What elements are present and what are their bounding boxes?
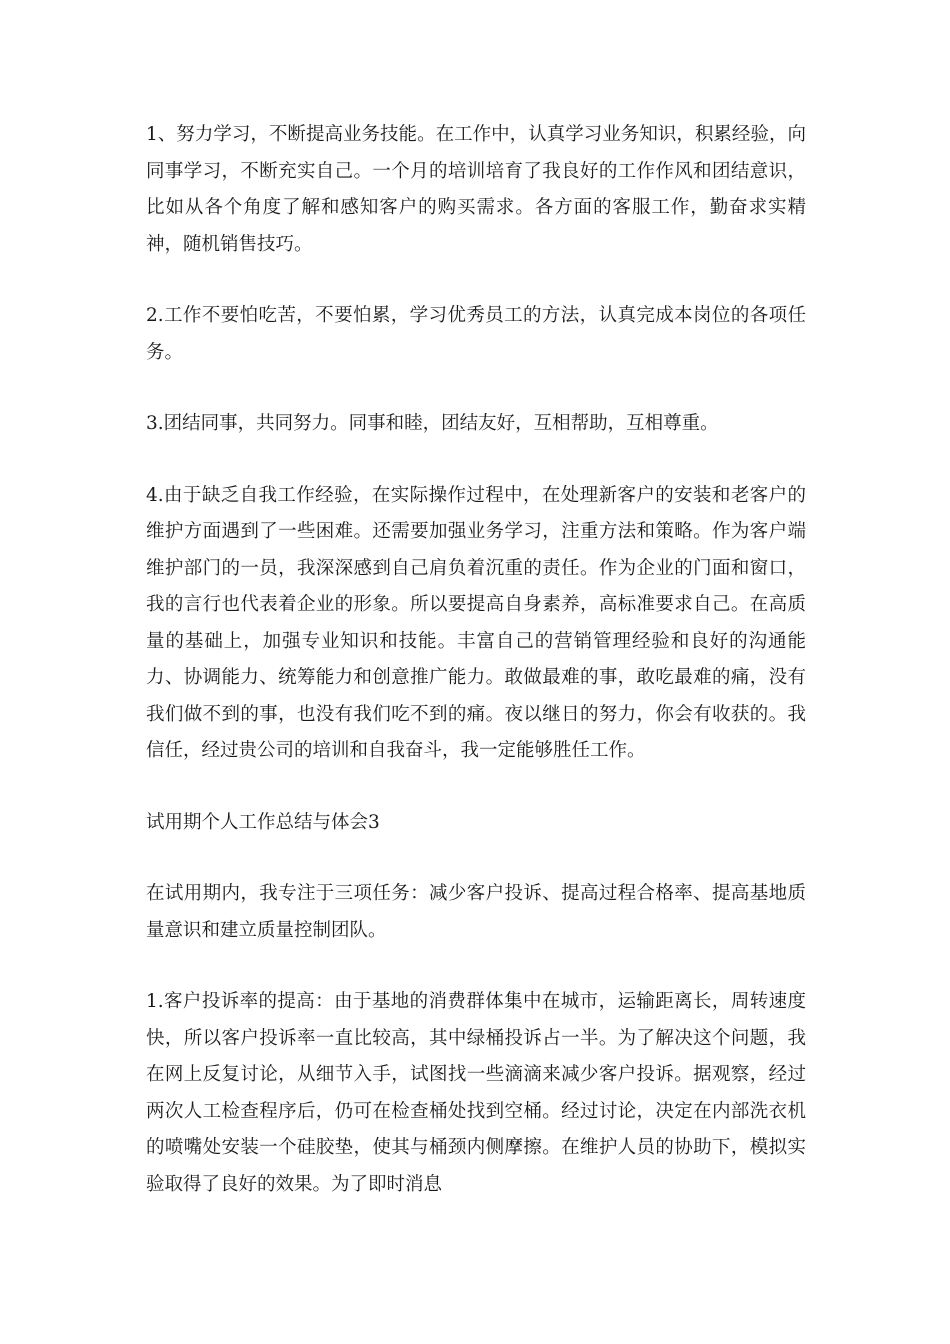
section-title: 试用期个人工作总结与体会3 (146, 811, 380, 833)
paragraph-3: 3.团结同事，共同努力。同事和睦，团结友好，互相帮助，互相尊重。 (146, 413, 719, 434)
paragraph-1: 1、努力学习，不断提高业务技能。在工作中，认真学习业务知识，积累经验，向同事学习，不断充实自己。一个月的培训培育了我良好的工作作风和团结意识，比如从各个角度了解和感知客户的购买需求。各方面的客服工作，勤奋求实精神，随机销售技巧。 (146, 124, 806, 255)
intro-paragraph: 在试用期内，我专注于三项任务：减少客户投诉、提高过程合格率、提高基地质量意识和建立质量控制团队。 (146, 883, 806, 941)
paragraph-4: 4.由于缺乏自我工作经验，在实际操作过程中，在处理新客户的安装和老客户的维护方面遇到了一些困难。还需要加强业务学习，注重方法和策略。作为客户端维护部门的一员，我深深感到自己肩负着沉重的责任。作为企业的门面和窗口，我的言行也代表着企业的形象。所以要提高自身素养，高标准要求自己。在高质量的基础上，加强专业知识和技能。丰富自己的营销管理经验和良好的沟通能力、协调能力、统筹能力和创意推广能力。敢做最难的事，敢吃最难的痛，没有我们做不到的事，也没有我们吃不到的痛。夜以继日的努力，你会有收获的。我信任，经过贵公司的培训和自我奋斗，我一定能够胜任工作。 (146, 484, 806, 761)
paragraph-2: 2.工作不要怕吃苦，不要怕累，学习优秀员工的方法，认真完成本岗位的各项任务。 (146, 305, 806, 363)
item-1-paragraph: 1.客户投诉率的提高：由于基地的消费群体集中在城市，运输距离长，周转速度快，所以客户投诉率一直比较高，其中绿桶投诉占一半。为了解决这个问题，我在网上反复讨论，从细节入手，试图找一些滴滴来减少客户投诉。据观察，经过两次人工检查程序后，仍可在检查桶处找到空桶。经过讨论，决定在内部洗衣机的喷嘴处安装一个硅胶垫，使其与桶颈内侧摩擦。在维护人员的协助下，模拟实验取得了良好的效果。为了即时消息 (146, 991, 806, 1195)
document-body (146, 117, 806, 1203)
